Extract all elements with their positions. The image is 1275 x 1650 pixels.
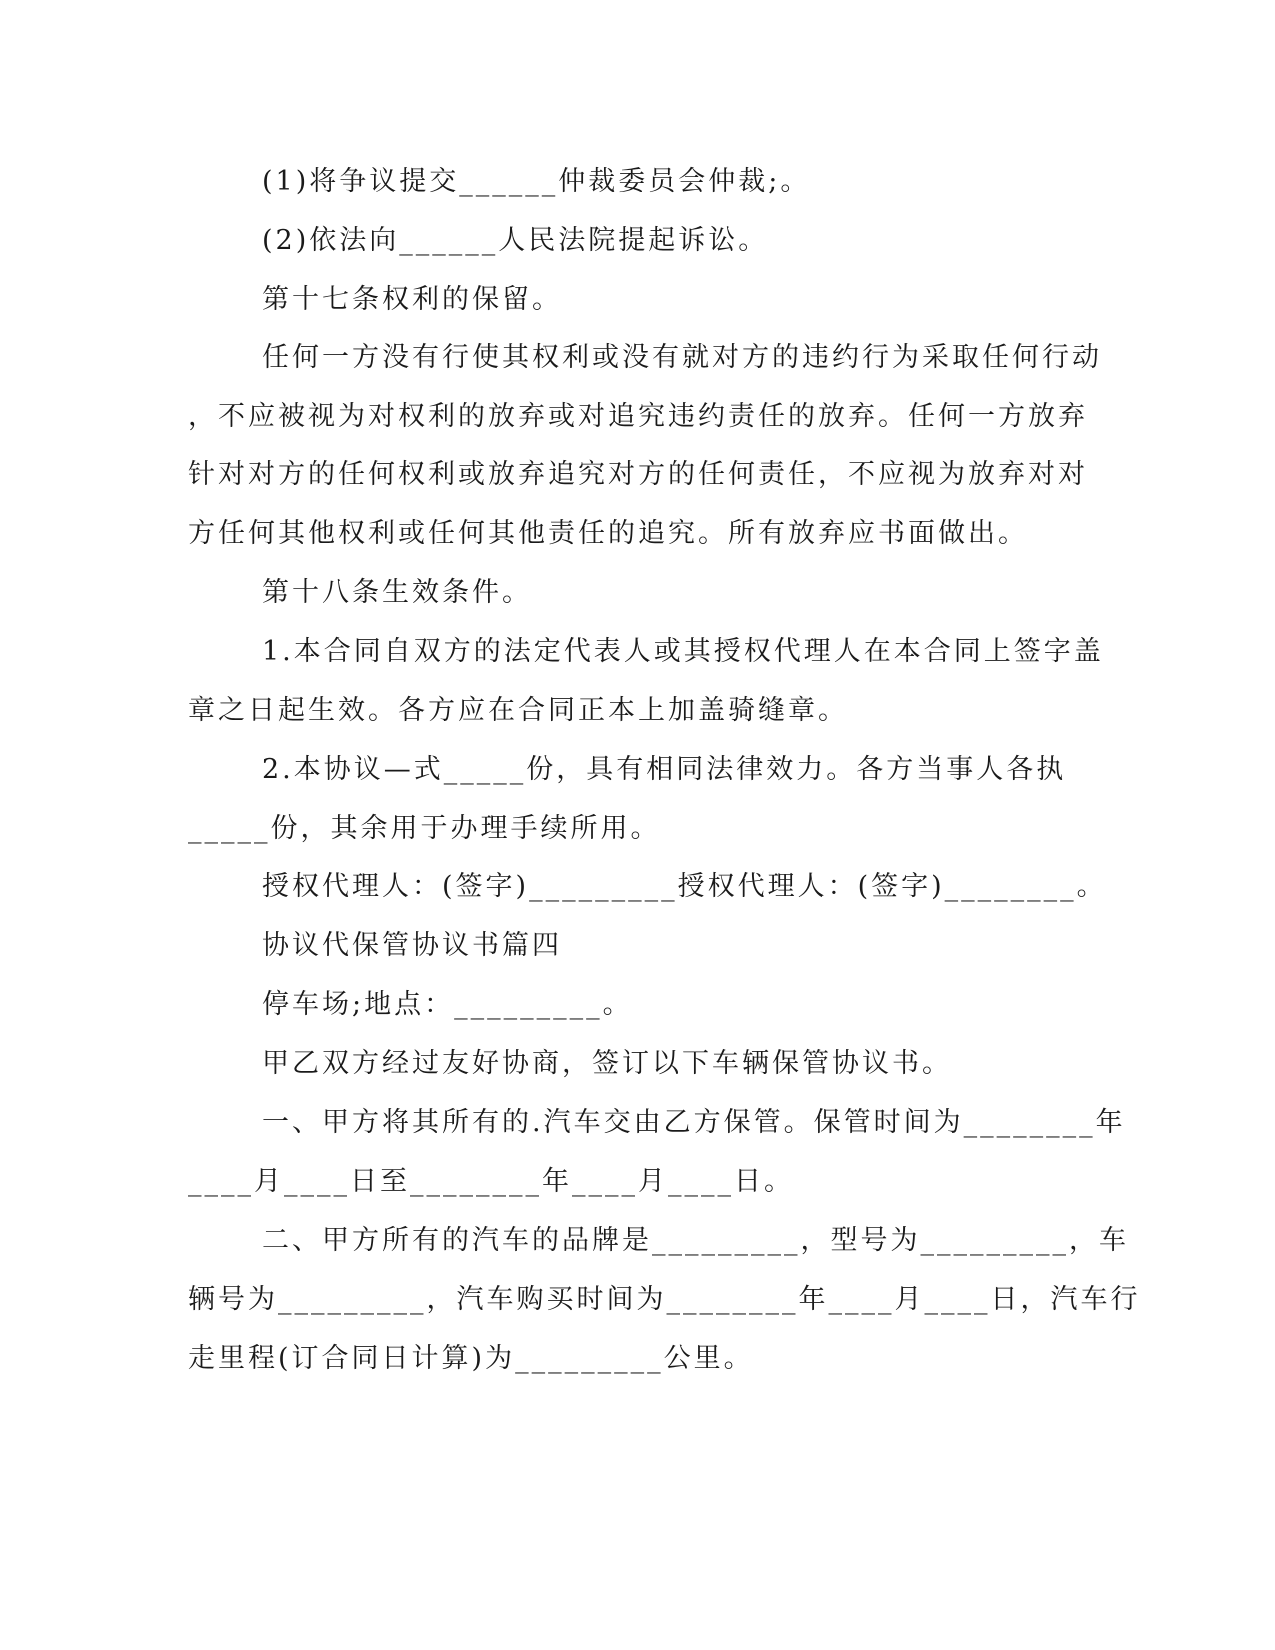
clause-arbitration: (1)将争议提交______仲裁委员会仲裁;。 — [262, 166, 811, 197]
clause-litigation: (2)依法向______人民法院提起诉讼。 — [262, 225, 769, 256]
article-18-clause-1-line: 1.本合同自双方的法定代表人或其授权代理人在本合同上签字盖 — [262, 636, 1104, 667]
clause-two-line: 二、甲方所有的汽车的品牌是_________，型号为_________，车 — [262, 1225, 1129, 1256]
article-18-clause-1-line: 章之日起生效。各方应在合同正本上加盖骑缝章。 — [188, 695, 848, 726]
article-18-heading: 第十八条生效条件。 — [262, 577, 532, 608]
clause-one-line: ____月____日至________年____月____日。 — [188, 1166, 794, 1197]
clause-one-line: 一、甲方将其所有的.汽车交由乙方保管。保管时间为________年 — [262, 1107, 1126, 1138]
intro-line: 甲乙双方经过友好协商，签订以下车辆保管协议书。 — [262, 1048, 952, 1079]
section-title: 协议代保管协议书篇四 — [262, 930, 562, 961]
parking-location-line: 停车场;地点：_________。 — [262, 989, 633, 1020]
article-18-clause-2-line: _____份，其余用于办理手续所用。 — [188, 813, 661, 844]
signature-line: 授权代理人：(签字)_________授权代理人：(签字)________。 — [262, 871, 1107, 902]
article-18-clause-2-line: 2.本协议—式_____份，具有相同法律效力。各方当事人各执 — [262, 754, 1067, 785]
article-17-paragraph-line: 任何一方没有行使其权利或没有就对方的违约行为采取任何行动 — [262, 342, 1102, 373]
clause-two-line: 辆号为_________，汽车购买时间为________年____月____日，汽车行 — [188, 1284, 1141, 1315]
article-17-paragraph-line: 方任何其他权利或任何其他责任的追究。所有放弃应书面做出。 — [188, 518, 1028, 549]
clause-two-line: 走里程(订合同日计算)为_________公里。 — [188, 1343, 754, 1374]
article-17-paragraph-line: ，不应被视为对权利的放弃或对追究违约责任的放弃。任何一方放弃 — [188, 401, 1088, 432]
article-17-paragraph-line: 针对对方的任何权利或放弃追究对方的任何责任，不应视为放弃对对 — [188, 459, 1088, 490]
article-17-heading: 第十七条权利的保留。 — [262, 284, 562, 315]
